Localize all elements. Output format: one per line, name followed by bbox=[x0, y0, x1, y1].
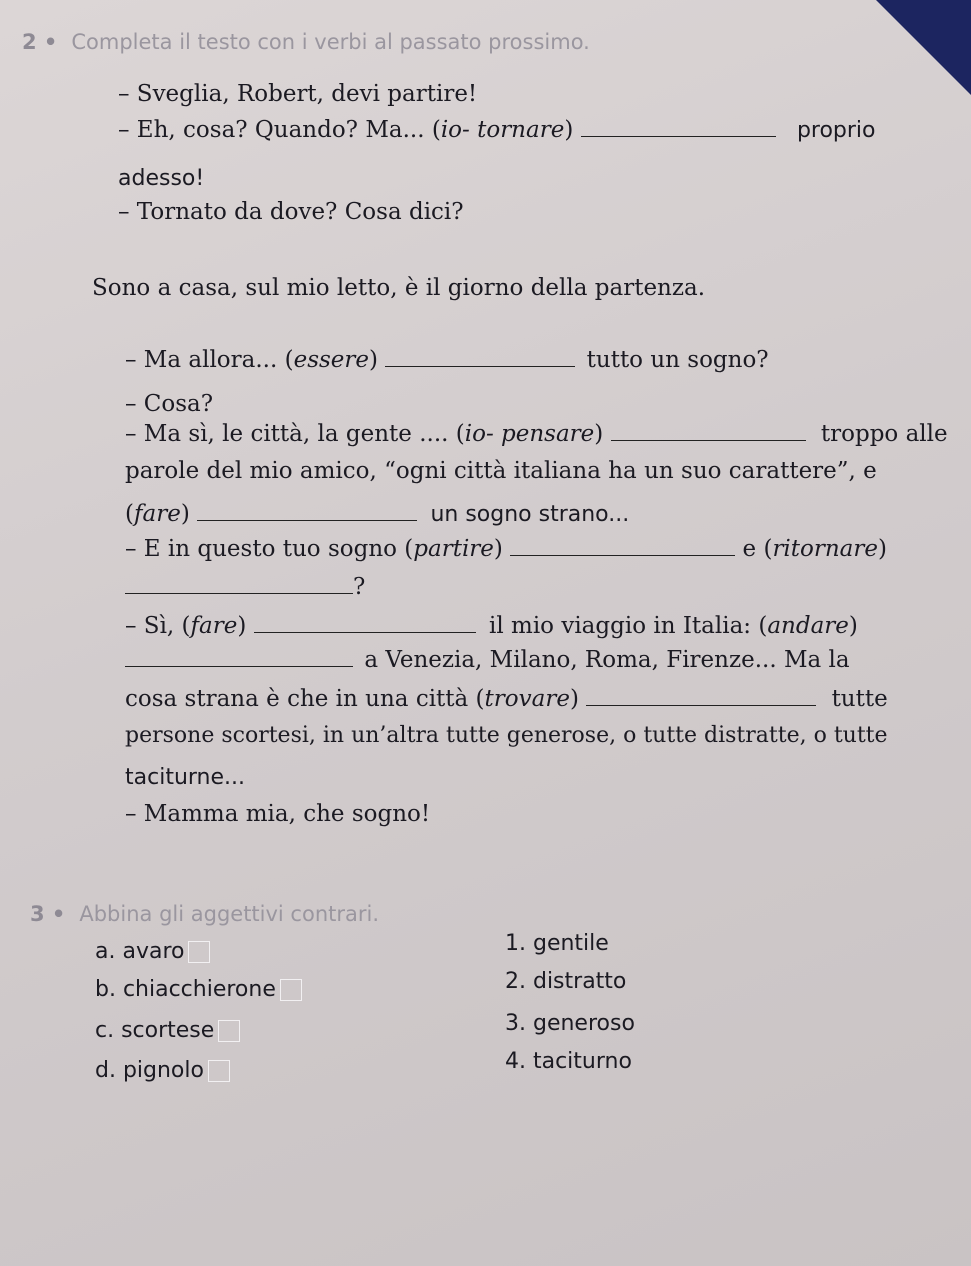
verb-hint: fare bbox=[190, 613, 238, 639]
text-line bbox=[125, 573, 365, 601]
page-corner-decoration bbox=[876, 0, 971, 95]
text-line bbox=[125, 390, 213, 418]
narrative-line: Sono a casa, sul mio letto, è il giorno della partenza. bbox=[92, 275, 706, 301]
text-segment: tutto un sogno? bbox=[586, 347, 769, 373]
dialogue-line: – Sveglia, Robert, devi partire! bbox=[118, 81, 478, 107]
answer-blank-3[interactable] bbox=[611, 422, 806, 441]
text-segment: ) bbox=[564, 117, 574, 143]
text-line bbox=[92, 274, 705, 302]
verb-hint: fare bbox=[133, 501, 181, 527]
adjective-label: b. chiacchierone bbox=[95, 977, 276, 1002]
text-segment: adesso! bbox=[118, 166, 205, 191]
answer-blank-4[interactable] bbox=[197, 502, 417, 521]
text-line bbox=[125, 800, 430, 828]
answer-blank-1[interactable] bbox=[581, 118, 776, 137]
verb-hint: partire bbox=[413, 536, 494, 562]
text-segment: a Venezia, Milano, Roma, Firenze... Ma la bbox=[364, 647, 850, 673]
text-line bbox=[125, 722, 888, 750]
text-line bbox=[125, 535, 887, 563]
answer-box-c[interactable] bbox=[218, 1020, 240, 1042]
dialogue-line: – Tornato da dove? Cosa dici? bbox=[118, 199, 464, 225]
text-segment: – Eh, cosa? Quando? Ma... ( bbox=[118, 117, 441, 143]
answer-box-b[interactable] bbox=[280, 979, 302, 1001]
text-segment: – Ma sì, le città, la gente .... ( bbox=[125, 421, 465, 447]
text-segment: ( bbox=[125, 501, 134, 527]
verb-hint: essere bbox=[293, 347, 370, 373]
text-line bbox=[125, 420, 948, 448]
right-item-1 bbox=[505, 930, 609, 958]
text-line bbox=[118, 80, 477, 108]
text-segment: ) bbox=[237, 613, 247, 639]
text-line bbox=[118, 198, 464, 226]
text-segment: ) bbox=[369, 347, 379, 373]
text-segment: ) bbox=[493, 536, 503, 562]
text-segment: ) bbox=[878, 536, 887, 562]
dialogue-line: – Mamma mia, che sogno! bbox=[125, 801, 431, 827]
exercise-2-instruction: Completa il testo con i verbi al passato prossimo. bbox=[71, 30, 590, 54]
adjective-label: 4. taciturno bbox=[505, 1049, 632, 1074]
text-segment: e ( bbox=[742, 536, 773, 562]
text-segment: ) bbox=[569, 686, 579, 712]
answer-box-a[interactable] bbox=[188, 941, 210, 963]
text-segment: ? bbox=[353, 574, 366, 600]
exercise-2-header bbox=[22, 28, 590, 56]
verb-hint: trovare bbox=[484, 686, 570, 712]
text-line bbox=[125, 457, 877, 485]
verb-hint: io- tornare bbox=[440, 117, 565, 143]
text-line bbox=[125, 685, 888, 713]
text-segment: ) bbox=[848, 613, 858, 639]
text-segment: tutte bbox=[831, 686, 888, 712]
verb-hint: andare bbox=[767, 613, 849, 639]
text-line bbox=[125, 346, 769, 374]
verb-hint: io- pensare bbox=[464, 421, 595, 447]
text-segment: un sogno strano... bbox=[430, 502, 630, 527]
right-item-3 bbox=[505, 1010, 635, 1038]
adjective-label: a. avaro bbox=[95, 939, 185, 964]
left-item-a bbox=[95, 938, 210, 966]
left-item-c bbox=[95, 1017, 240, 1045]
text-segment: il mio viaggio in Italia: ( bbox=[488, 613, 768, 639]
text-segment: – Sì, ( bbox=[125, 613, 191, 639]
text-segment: proprio bbox=[796, 118, 876, 143]
narrative-line: persone scortesi, in un’altra tutte generose, o tutte distratte, o tutte bbox=[125, 723, 888, 748]
exercise-3-instruction: Abbina gli aggettivi contrari. bbox=[79, 902, 380, 926]
text-line bbox=[118, 165, 204, 193]
exercise-3-header bbox=[30, 900, 379, 928]
answer-blank-5[interactable] bbox=[510, 537, 735, 556]
text-segment: – E in questo tuo sogno ( bbox=[125, 536, 414, 562]
adjective-label: c. scortese bbox=[95, 1018, 215, 1043]
text-segment: taciturne... bbox=[125, 765, 246, 790]
text-line bbox=[125, 612, 858, 640]
exercise-2-number: 2 • bbox=[22, 30, 58, 54]
left-item-b bbox=[95, 976, 302, 1004]
answer-blank-8[interactable] bbox=[125, 648, 353, 667]
text-segment: troppo alle bbox=[820, 421, 948, 447]
text-segment: – Ma allora... ( bbox=[125, 347, 294, 373]
text-segment: ) bbox=[180, 501, 190, 527]
text-line bbox=[125, 646, 850, 674]
adjective-label: 1. gentile bbox=[505, 931, 609, 956]
verb-hint: ritornare bbox=[772, 536, 879, 562]
text-segment: cosa strana è che in una città ( bbox=[125, 686, 485, 712]
adjective-label: d. pignolo bbox=[95, 1058, 204, 1083]
right-item-4 bbox=[505, 1048, 632, 1076]
text-line bbox=[125, 764, 245, 792]
exercise-3-number: 3 • bbox=[30, 902, 66, 926]
text-segment: ) bbox=[594, 421, 604, 447]
answer-blank-6[interactable] bbox=[125, 575, 353, 594]
answer-blank-2[interactable] bbox=[385, 348, 575, 367]
answer-blank-9[interactable] bbox=[586, 687, 816, 706]
text-line bbox=[118, 116, 876, 145]
left-item-d bbox=[95, 1057, 230, 1085]
dialogue-line: – Cosa? bbox=[125, 391, 214, 417]
adjective-label: 3. generoso bbox=[505, 1011, 635, 1036]
adjective-label: 2. distratto bbox=[505, 969, 627, 994]
answer-blank-7[interactable] bbox=[254, 614, 476, 633]
narrative-line: parole del mio amico, “ogni città italiana ha un suo carattere”, e bbox=[125, 458, 877, 484]
answer-box-d[interactable] bbox=[208, 1060, 230, 1082]
text-line bbox=[125, 500, 629, 529]
right-item-2 bbox=[505, 968, 626, 996]
